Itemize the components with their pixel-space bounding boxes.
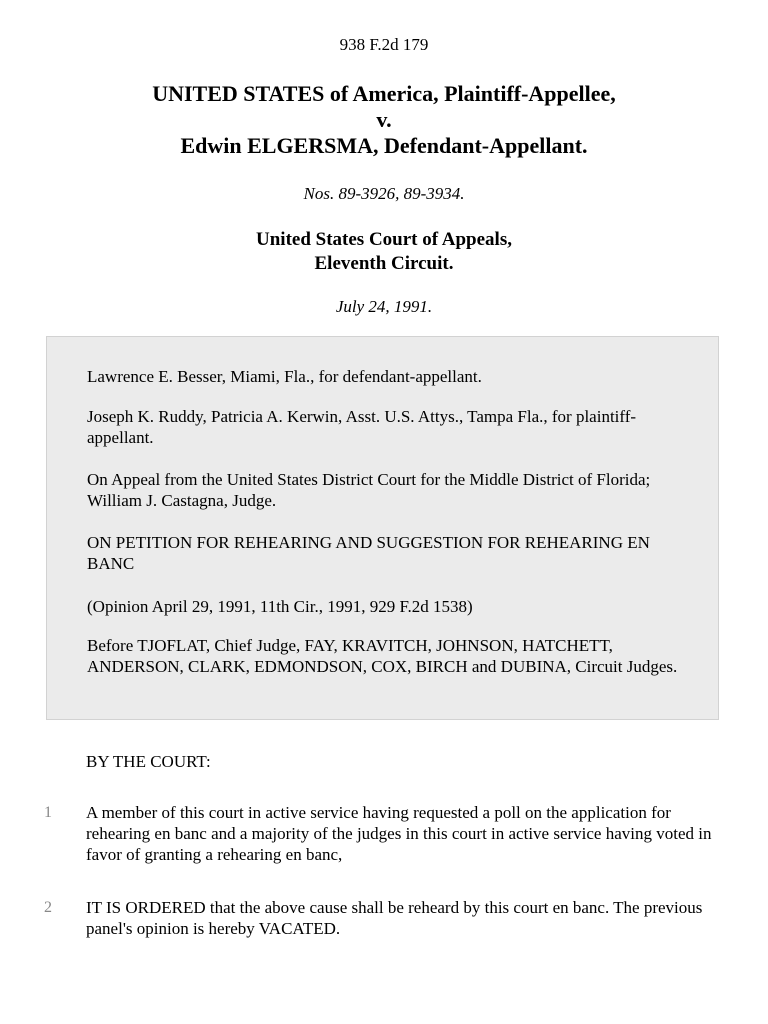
court-name-line1: United States Court of Appeals, (256, 229, 512, 250)
court-name-line2: Eleventh Circuit. (314, 253, 454, 274)
citation: 938 F.2d 179 (339, 35, 429, 54)
case-title-defendant: Edwin ELGERSMA, Defendant-Appellant. (180, 133, 588, 158)
by-the-court: BY THE COURT: (86, 752, 211, 771)
paragraph-number: 1 (44, 804, 52, 821)
case-title (0, 81, 768, 159)
petition-heading: ON PETITION FOR REHEARING AND SUGGESTION FOR REHEARING EN BANC (87, 533, 650, 573)
decision-date: July 24, 1991. (335, 297, 433, 316)
case-title-versus: v. (376, 107, 392, 132)
court-name (0, 228, 768, 276)
case-title-plaintiff: UNITED STATES of America, Plaintiff-Appellee, (152, 81, 616, 106)
appeal-from: On Appeal from the United States District Court for the Middle District of Florida; William J. Castagna, Judge. (87, 470, 651, 510)
case-info-box (46, 336, 719, 720)
prior-opinion: (Opinion April 29, 1991, 11th Cir., 1991, 929 F.2d 1538) (87, 597, 473, 616)
counsel-defendant: Lawrence E. Besser, Miami, Fla., for defendant-appellant. (87, 367, 482, 386)
paragraph-text: A member of this court in active service having requested a poll on the application for rehearing en banc and a majority of the judges in this court in active service having voted in favor of granting a rehearing en banc, (86, 803, 712, 864)
panel-judges: Before TJOFLAT, Chief Judge, FAY, KRAVITCH, JOHNSON, HATCHETT, ANDERSON, CLARK, EDMONDSON, COX, BIRCH and DUBINA, Circuit Judges. (87, 636, 678, 676)
counsel-plaintiff: Joseph K. Ruddy, Patricia A. Kerwin, Asst. U.S. Attys., Tampa Fla., for plaintiff-appellant. (87, 407, 637, 447)
paragraph-number: 2 (44, 899, 52, 916)
docket-numbers: Nos. 89-3926, 89-3934. (303, 184, 465, 203)
paragraph-text: IT IS ORDERED that the above cause shall be reheard by this court en banc. The previous panel's opinion is hereby VACATED. (86, 898, 703, 938)
